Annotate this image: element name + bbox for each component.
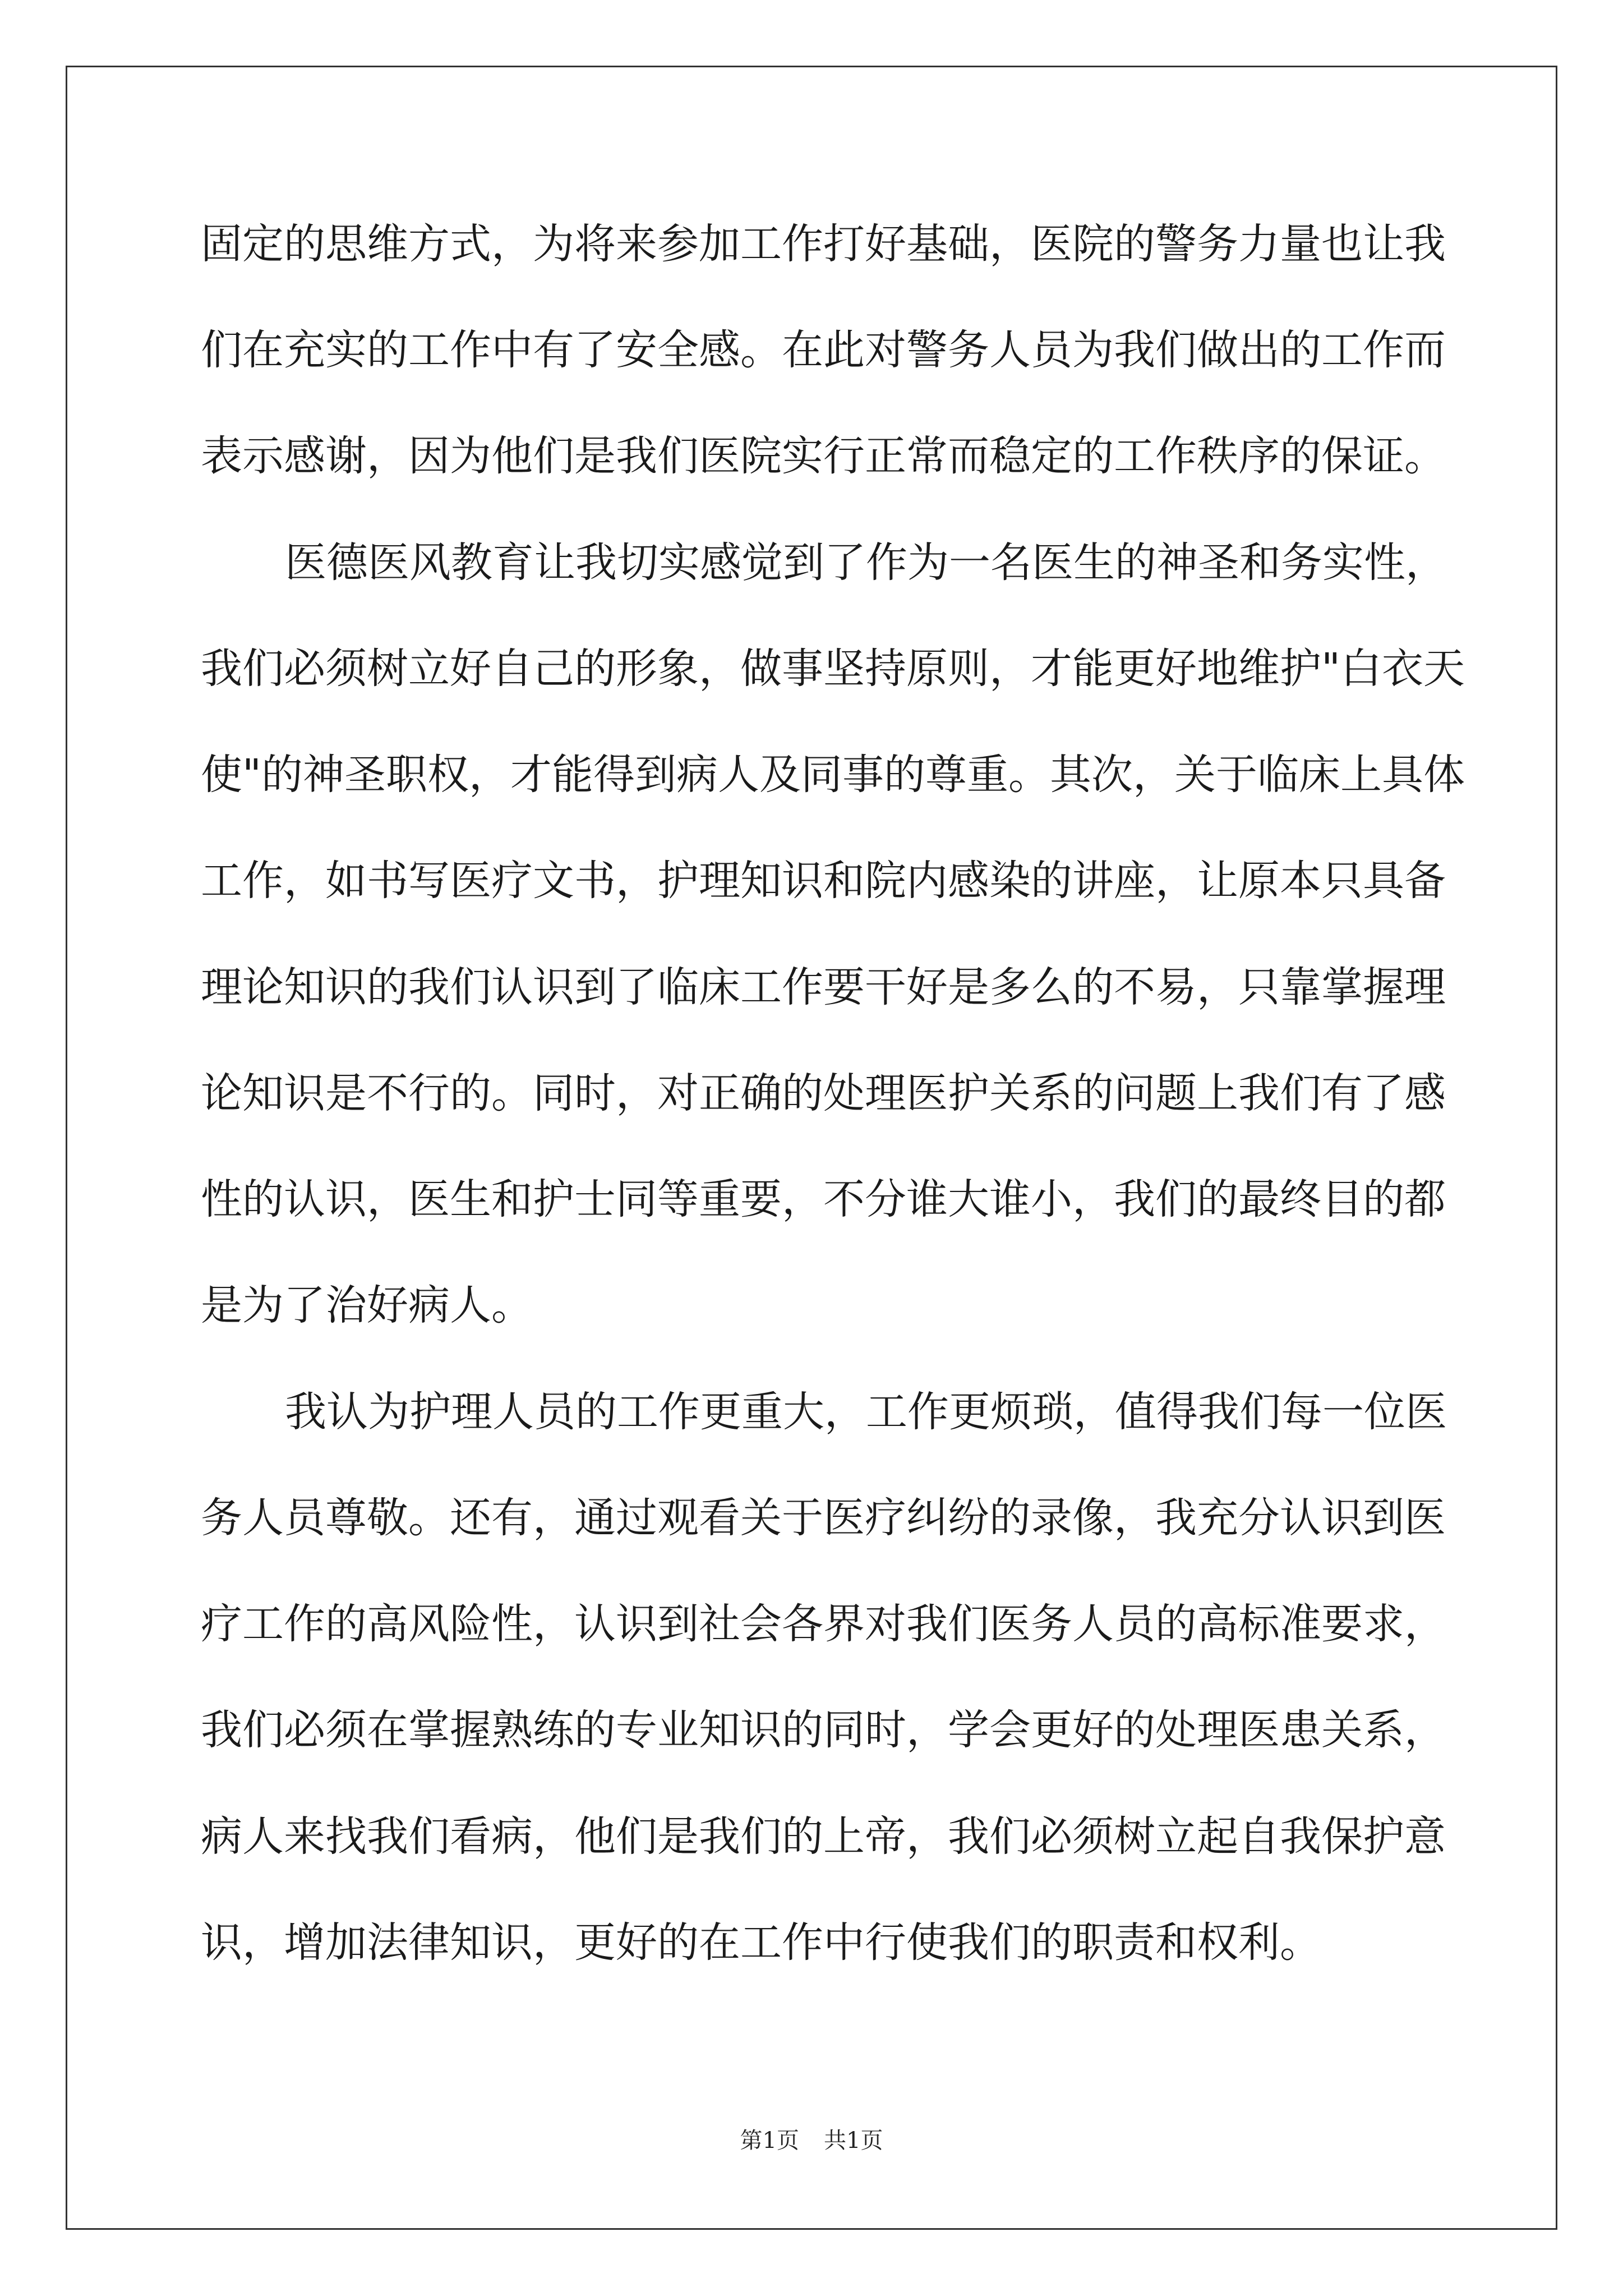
paragraph-3-line-1: 我认为护理人员的工作更重大，工作更烦琐，值得我们每一位医 xyxy=(285,1388,1447,1436)
paragraph-3-line-6: 识，增加法律知识，更好的在工作中行使我们的职责和权利。 xyxy=(201,1918,1321,1967)
paragraph-2-line-5: 理论知识的我们认识到了临床工作要干好是多么的不易，只靠掌握理 xyxy=(201,963,1446,1011)
paragraph-3-line-2: 务人员尊敬。还有，通过观看关于医疗纠纷的录像，我充分认识到医 xyxy=(201,1494,1446,1542)
paragraph-2-line-8: 是为了治好病人。 xyxy=(201,1281,533,1329)
paragraph-2-line-6: 论知识是不行的。同时，对正确的处理医护关系的问题上我们有了感 xyxy=(201,1069,1446,1117)
paragraph-2-line-4: 工作，如书写医疗文书，护理知识和院内感染的讲座，让原本只具备 xyxy=(201,857,1446,905)
paragraph-2-line-2: 我们必须树立好自己的形象，做事坚持原则，才能更好地维护"白衣天 xyxy=(201,645,1465,693)
page-number-current: 第1页 xyxy=(740,2128,799,2154)
page-number-total: 共1页 xyxy=(824,2128,883,2154)
paragraph-1-line-1: 固定的思维方式，为将来参加工作打好基础，医院的警务力量也让我 xyxy=(201,220,1446,268)
paragraph-2-line-1: 医德医风教育让我切实感觉到了作为一名医生的神圣和务实性， xyxy=(285,539,1447,587)
paragraph-2-line-7: 性的认识，医生和护士同等重要，不分谁大谁小，我们的最终目的都 xyxy=(201,1175,1446,1223)
paragraph-1-line-2: 们在充实的工作中有了安全感。在此对警务人员为我们做出的工作而 xyxy=(201,326,1446,374)
paragraph-2-line-3: 使"的神圣职权，才能得到病人及同事的尊重。其次，关于临床上具体 xyxy=(201,751,1465,799)
page-border xyxy=(66,66,1557,2230)
paragraph-1-line-3: 表示感谢，因为他们是我们医院实行正常而稳定的工作秩序的保证。 xyxy=(201,432,1446,480)
page-footer xyxy=(0,2125,1623,2156)
paragraph-3-line-3: 疗工作的高风险性，认识到社会各界对我们医务人员的高标准要求， xyxy=(201,1600,1446,1648)
paragraph-3-line-4: 我们必须在掌握熟练的专业知识的同时，学会更好的处理医患关系， xyxy=(201,1706,1446,1754)
paragraph-3-line-5: 病人来找我们看病，他们是我们的上帝，我们必须树立起自我保护意 xyxy=(201,1812,1446,1861)
